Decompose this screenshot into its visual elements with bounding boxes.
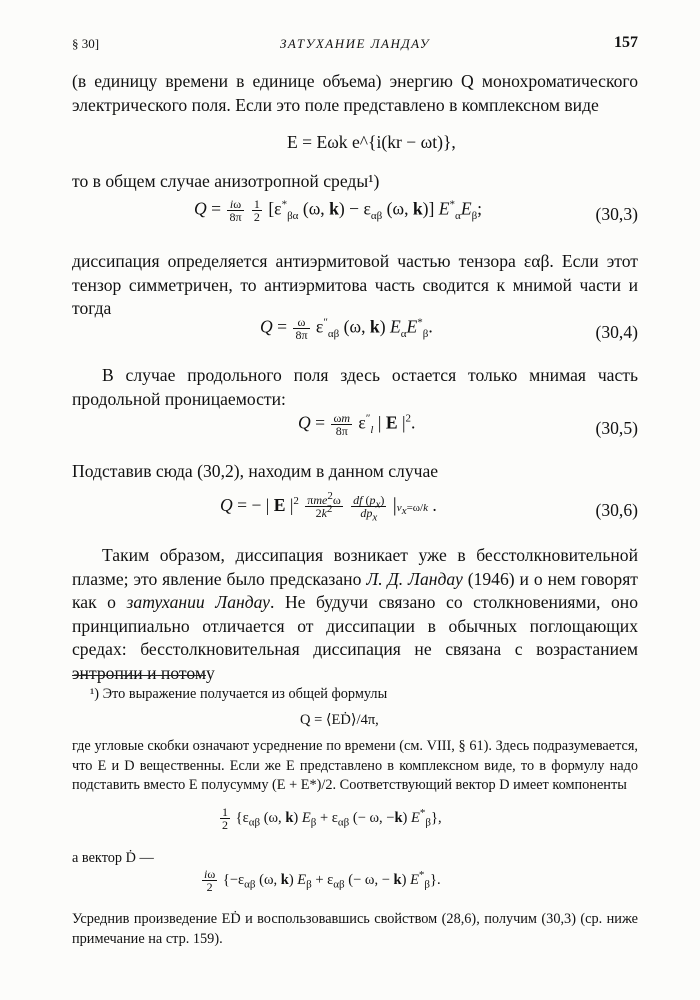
page-number: 157 [614, 34, 638, 51]
paragraph-anisotropic: то в общем случае анизотропной среды¹) [72, 171, 380, 191]
equation-30-3 [72, 198, 638, 232]
paragraph-landau-text-b: (1946) и о нем говорят как о [72, 568, 638, 612]
paragraph-dissipation: диссипация определяется антиэрмитовой частью тензора εαβ. Если этот тензор симметричен, то антиэрмитова часть сводится к мнимой части и тогда [72, 251, 638, 318]
section-marker: § 30] [72, 36, 100, 51]
paragraph-landau-text-c: . Не будучи связано со столкновениями, оно принципиально отличается от диссипации в обычных поглощающих средах: бесстолкновительная диссипация не связана с возрастанием энтропии и потому [72, 592, 638, 683]
footnote-formula-d: $\frac{1}{2}$ {$\varepsilon_{\alpha\beta}$ (ω, k) $E_\beta + \varepsilon_{\alpha\beta}$ (− ω, −k) $E^*_\beta$}, [222, 805, 442, 832]
equation-field [72, 132, 638, 166]
landau-damping-term: затухании Ландау [126, 592, 270, 612]
footnote-vector-d-dot: а вектор Ḋ — [72, 850, 154, 866]
chapter-title: ЗАТУХАНИЕ ЛАНДАУ [280, 36, 430, 51]
equation-30-6-formula: Q = − | E $|^2$ $\frac{\pi me^2\omega}{2k^2}$ $\frac{df (p_x)}{dp_x}$ $|v_x=\omega/k$ . [220, 490, 437, 524]
footnote-formula-q: Q = ⟨EḊ⟩/4π, [300, 712, 379, 728]
landau-name: Л. Д. Ландау [366, 568, 463, 589]
footnote-separator [72, 675, 206, 676]
equation-30-6-label: (30,6) [595, 500, 638, 520]
footnote-intro: ¹) Это выражение получается из общей формулы [90, 686, 388, 702]
equation-30-5 [72, 412, 638, 446]
equation-30-3-label: (30,3) [595, 204, 638, 224]
equation-30-3-formula: Q = $\frac{i\omega}{8\pi}$ $\frac{1}{2}$ [$\varepsilon^*_{\beta\alpha}$ (ω, $k) - \varepsilon_{\alpha\beta}$ (ω, k)] $E^*_\alpha E_\beta$; [194, 197, 483, 224]
equation-30-4-formula: Q = $\frac{\omega}{8\pi}$ $\varepsilon''_{\alpha\beta}$ (ω, k) $E_\alpha E^*_\beta$. [260, 315, 433, 342]
equation-30-5-label: (30,5) [595, 418, 638, 438]
paragraph-energy: (в единицу времени в единице объема) энергию Q монохроматического электрического поля. Если это поле представлено в комплексном виде [72, 71, 638, 115]
equation-30-6 [72, 490, 638, 528]
equation-30-4-label: (30,4) [595, 322, 638, 342]
paragraph-longitudinal: В случае продольного поля здесь остается только мнимая часть продольной проницаемости: [72, 365, 638, 409]
footnote-explanation: где угловые скобки означают усреднение по времени (см. VIII, § 61). Здесь подразумевается, что E и D вещественны. Если же E представлено в комплексном виде, то в формулу надо подставить вместо E полусумму (E + E*)/2. Соответствующий вектор D имеет компоненты [72, 738, 638, 793]
equation-30-4 [72, 316, 638, 350]
running-header [72, 34, 638, 56]
paragraph-substitute: Подставив сюда (30,2), находим в данном случае [72, 461, 439, 481]
equation-30-5-formula: Q = $\frac{\omega m}{8\pi}$ $\varepsilon''_l$ | E $|^2$. [298, 411, 416, 438]
paragraph-landau-damping [72, 544, 638, 685]
footnote-conclusion: Усреднив произведение EḊ и воспользовавшись свойством (28,6), получим (30,3) (ср. ниже примечание на стр. 159). [72, 911, 638, 947]
paragraph-landau-text-a: Таким образом, диссипация возникает уже в бесстолкновительной плазме; это явление было предсказано [72, 545, 638, 589]
footnote-formula-d-dot: $\frac{i\omega}{2}$ {$-\varepsilon_{\alpha\beta}$ (ω, k) $E_\beta + \varepsilon_{\alpha\beta}$ (− ω, − k) $E^*_\beta$}. [204, 867, 441, 894]
equation-field-formula: E = Eωk e^{i(kr − ωt)}, [287, 132, 456, 152]
